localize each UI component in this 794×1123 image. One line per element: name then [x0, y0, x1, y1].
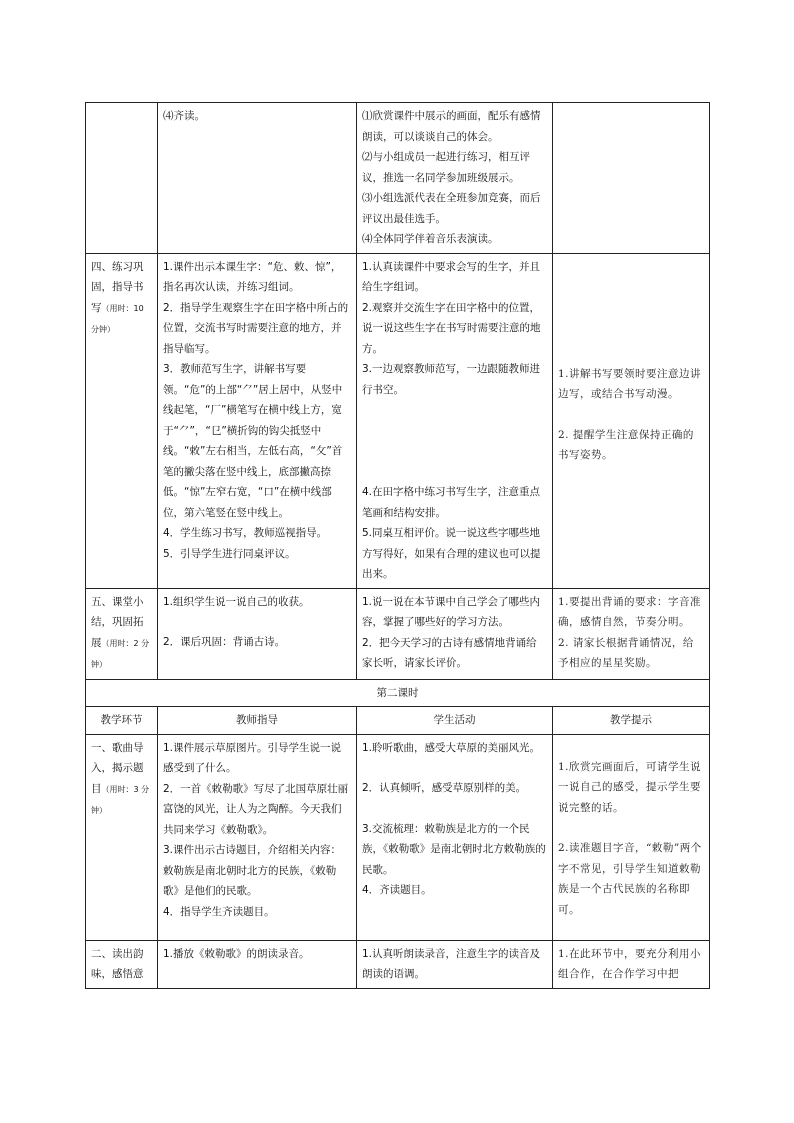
row-writing-practice — [86, 253, 710, 588]
tip-item: 2. 请家长根据背诵情况，给予相应的星星奖励。 — [558, 636, 694, 669]
teacher-step: 1.课件展示草原图片。引导学生说一说感受到了什么。 — [163, 741, 342, 774]
student-activity-cell — [357, 588, 553, 679]
student-step: ⑷全体同学伴着音乐表演读。 — [362, 233, 499, 245]
student-step: 1.认真听朗读录音，注意生字的读音及朗读的语调。 — [362, 947, 541, 980]
tip-item: 1.要提出背诵的要求：字音准确，感情自然，节奏分明。 — [558, 595, 702, 628]
stage-title: 四、练习巩固，指导书写 — [91, 260, 144, 314]
student-step: ⑴欣赏课件中展示的画面，配乐有感情朗读，可以谈谈自己的体会。 — [362, 110, 541, 143]
tip-item: 2.读准题目字音，“敕勒”两个字不常见，引导学生知道敕勒族是一个古代民族的名称即可。 — [558, 842, 702, 916]
row-reading-practice — [86, 103, 710, 254]
teacher-guidance-cell — [158, 734, 357, 940]
stage-cell — [86, 734, 158, 940]
spacer — [362, 799, 547, 819]
stage-title: 二、读出韵味，感悟意 — [91, 947, 144, 980]
student-step: 4.在田字格中练习书写生字，注意重点笔画和结构安排。 — [362, 486, 541, 519]
lesson-plan-table — [85, 102, 710, 989]
student-step: 2．把今天学习的古诗有感情地背诵给家长听，请家长评价。 — [362, 636, 537, 669]
spacer — [163, 612, 351, 632]
teacher-step: ⑷齐读。 — [163, 110, 205, 122]
spacer — [558, 405, 704, 425]
stage-title: 五、课堂小结，巩固拓展 — [91, 595, 144, 649]
student-step: 2．认真倾听，感受草原别样的美。 — [362, 782, 527, 794]
spacer — [558, 818, 704, 838]
student-step: ⑵与小组成员一起进行练习，相互评议，推选一名同学参加班级展示。 — [362, 151, 530, 184]
teaching-tip-cell — [553, 103, 710, 254]
stage-cell — [86, 588, 158, 679]
header-student: 学生活动 — [357, 707, 553, 735]
header-stage: 教学环节 — [86, 707, 158, 735]
teaching-tip-cell — [553, 940, 710, 988]
tip-item: 1.在此环节中，要充分利用小组合作，在合作学习中把 — [558, 947, 702, 980]
row-read-rhythm — [86, 940, 710, 988]
spacer — [362, 758, 547, 778]
student-step: 1.说一说在本节课中自己学会了哪些内容，掌握了哪些好的学习方法。 — [362, 595, 541, 628]
stage-cell — [86, 940, 158, 988]
teacher-step: 3．教师范写生字，讲解书写要领。“危”的上部“⺈”居上居中，从竖中线起笔，“厂”横笔写在横中线上方，宽于“⺈”，“㔾”横折钩的钩尖抵竖中线。“敕”左右相当，左低右高，“攵”首笔的撇尖落在竖中线上，底部撇高捺低。“惊”左窄右宽，“口”在横中线部位，第六笔竖在竖中线上。 — [163, 363, 343, 519]
student-step: 3.交流梳理：敕勒族是北方的一个民族，《敕勒歌》是南北朝时北方敕勒族的民歌。 — [362, 822, 546, 876]
teacher-step: 1.组织学生说一说自己的收获。 — [163, 595, 310, 608]
teacher-step: 3.课件出示古诗题目，介绍相关内容：敕勒族是南北朝时北方的民族，《敕勒歌》是他们的民歌。 — [163, 844, 342, 897]
teacher-step: 1.课件出示本课生字：“危、敕、惊”，指名再次认读，并练习组词。 — [163, 260, 342, 293]
table-header-row — [86, 707, 710, 735]
teacher-step: 5．引导学生进行同桌评议。 — [163, 547, 296, 560]
row-summary — [86, 588, 710, 679]
teacher-guidance-cell — [158, 103, 357, 254]
teacher-guidance-cell — [158, 940, 357, 988]
teacher-step: 4．指导学生齐读题目。 — [163, 905, 275, 918]
student-step: 1.认真读课件中要求会写的生字，并且给生字组词。 — [362, 260, 541, 293]
header-teacher: 教师指导 — [158, 707, 357, 735]
student-step: 4．齐读题目。 — [362, 884, 432, 896]
student-activity-cell — [357, 103, 553, 254]
stage-duration: （用时：3 分钟） — [91, 784, 150, 815]
teacher-step: 2．一首《敕勒歌》写尽了北国草原壮丽富饶的风光，让人为之陶醉。今天我们共同来学习《敕勒歌》。 — [163, 782, 349, 836]
tip-item: 1.欣赏完画面后，可请学生说一说自己的感受，提示学生要说完整的话。 — [558, 760, 702, 814]
teaching-tip-cell — [553, 588, 710, 679]
teaching-tip-cell — [553, 734, 710, 940]
teacher-guidance-cell — [158, 588, 357, 679]
teacher-step: 2．课后巩固：背诵古诗。 — [163, 636, 286, 648]
student-step: 2.观察并交流生字在田字格中的位置，说一说这些生字在书写时需要注意的地方。 — [362, 301, 541, 355]
stage-title: 一、歌曲导入，揭示题目 — [91, 741, 144, 795]
student-activity-cell — [357, 940, 553, 988]
stage-cell-empty — [86, 103, 158, 254]
teaching-tip-cell — [553, 253, 710, 588]
tip-item: 1.讲解书写要领时要注意边讲边写，或结合书写动漫。 — [558, 367, 702, 400]
session-title-row — [86, 679, 710, 707]
student-activity-cell — [357, 734, 553, 940]
student-step: ⑶小组选派代表在全班参加竞赛，而后评议出最佳选手。 — [362, 192, 541, 225]
teacher-step: 2．指导学生观察生字在田字格中所占的位置，交流书写时需要注意的地方，并指导临写。 — [163, 301, 349, 355]
student-step: 3.一边观察教师范写，一边跟随教师进行书空。 — [362, 363, 541, 396]
header-tip: 教学提示 — [553, 707, 710, 735]
stage-duration: （用时：2 分钟） — [91, 638, 150, 669]
teacher-step: 4．学生练习书写，教师巡视指导。 — [163, 527, 328, 539]
student-activity-cell — [357, 253, 553, 588]
student-step: 5.同桌互相评价。说一说这些字哪些地方写得好，如果有合理的建议也可以提出来。 — [362, 527, 541, 580]
session-title: 第二课时 — [86, 679, 710, 707]
student-step: 1.聆听歌曲，感受大草原的美丽风光。 — [362, 741, 541, 754]
tip-item: 2. 提醒学生注意保持正确的书写姿势。 — [558, 428, 694, 461]
stage-cell — [86, 253, 158, 588]
row-song-intro — [86, 734, 710, 940]
spacer — [362, 400, 547, 482]
stage-duration: （用时：10 分钟） — [91, 303, 144, 334]
teacher-guidance-cell — [158, 253, 357, 588]
teacher-step: 1.播放《敕勒歌》的朗读录音。 — [163, 947, 310, 960]
